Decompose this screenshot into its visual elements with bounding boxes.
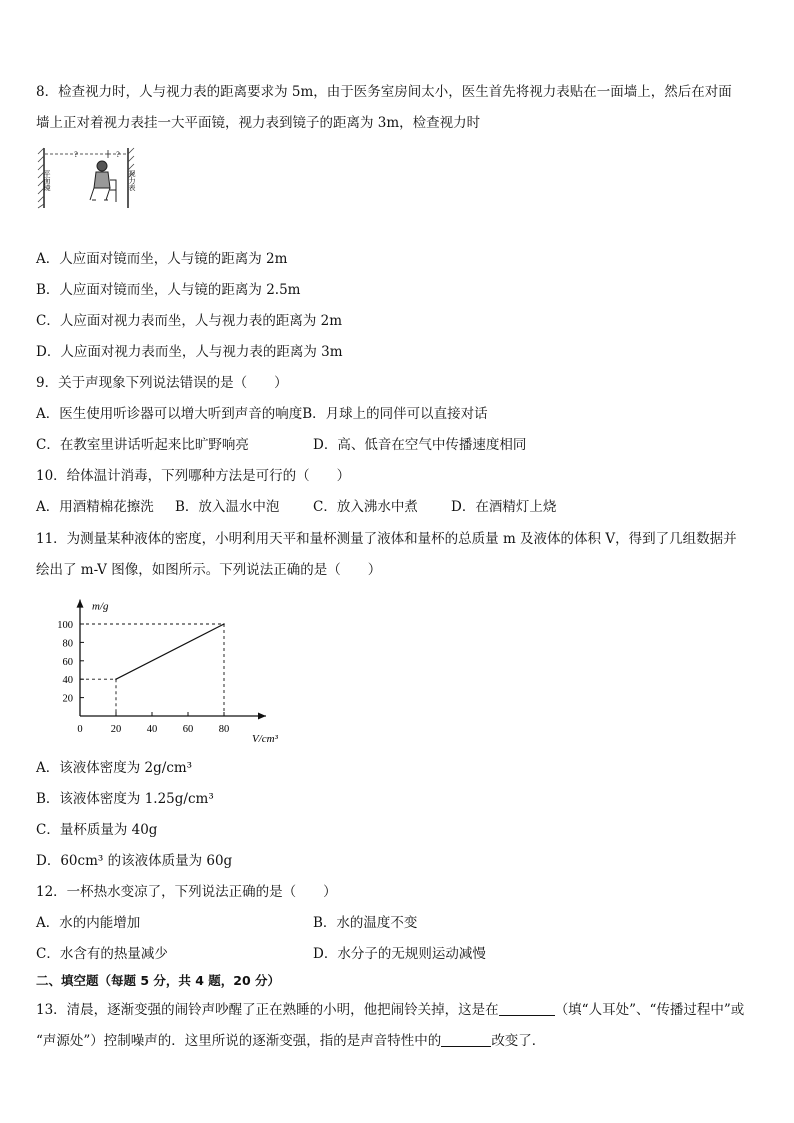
q11-stem-line2: 绘出了 m-V 图像，如图所示。下列说法正确的是（ ） xyxy=(36,562,382,578)
q11-option-c: C．量杯质量为 40g xyxy=(36,822,158,838)
q13-blank-2[interactable] xyxy=(441,1032,491,1047)
section-title: 二、填空题（每题 5 分，共 4 题，20 分） xyxy=(36,973,281,988)
x-tick-label: 20 xyxy=(110,724,122,735)
q9-options-row1 xyxy=(36,404,488,424)
q9-option-a: A．医生使用听诊器可以增大听到声音的响度 xyxy=(36,406,303,422)
q11-option-b: B．该液体密度为 1.25g/cm³ xyxy=(36,791,214,807)
q11-option-d: D．60cm³ 的该液体质量为 60g xyxy=(36,853,233,869)
q13-part3: “声源处”）控制噪声的．这里所说的逐渐变强，指的是声音特性中的 xyxy=(36,1033,442,1049)
q12-option-d: D．水分子的无规则运动减慢 xyxy=(313,946,486,962)
q10-option-a: A．用酒精棉花擦洗 xyxy=(36,499,154,515)
y-tick-label: 40 xyxy=(62,675,73,687)
q9-option-d: D．高、低音在空气中传播速度相同 xyxy=(313,437,527,453)
mv-chart xyxy=(40,592,310,752)
y-axis-arrow-icon xyxy=(77,600,84,608)
series-line xyxy=(116,624,224,679)
q13-line1 xyxy=(36,1000,744,1020)
q8-option-a: A．人应面对镜而坐，人与镜的距离为 2m xyxy=(36,251,288,267)
x-axis-arrow-icon xyxy=(258,713,266,720)
q12-option-a: A．水的内能增加 xyxy=(36,915,141,931)
x-tick-label: 60 xyxy=(182,724,194,735)
x-tick-label: 0 xyxy=(77,724,83,735)
q12-option-b: B．水的温度不变 xyxy=(313,915,418,931)
q11-stem-line1: 11．为测量某种液体的密度，小明利用天平和量杯测量了液体和量杯的总质量 m 及液体的体积 V，得到了几组数据并 xyxy=(36,531,737,547)
q13-part1: 13．清晨，逐渐变强的闹铃声吵醒了正在熟睡的小明，他把闹铃关掉，这是在 xyxy=(36,1002,499,1018)
q8-gap-mark-2: ? xyxy=(116,150,120,159)
q10-stem: 10．给体温计消毒，下列哪种方法是可行的（ ） xyxy=(36,468,351,484)
x-tick-label: 40 xyxy=(146,724,158,735)
q8-option-b: B．人应面对镜而坐，人与镜的距离为 2.5m xyxy=(36,282,301,298)
y-axis-label: m/g xyxy=(92,600,109,613)
q12-option-c: C．水含有的热量减少 xyxy=(36,946,168,962)
q8-option-d: D．人应面对视力表而坐，人与视力表的距离为 3m xyxy=(36,344,343,360)
q10-option-c: C．放入沸水中煮 xyxy=(313,499,418,515)
q11-option-a: A．该液体密度为 2g/cm³ xyxy=(36,760,193,776)
seated-person-icon xyxy=(90,161,116,202)
x-axis-label: V/cm³ xyxy=(252,733,278,745)
q13-part2: （填“人耳处”、“传播过程中”或 xyxy=(554,1002,745,1018)
q12-stem: 12．一杯热水变凉了，下列说法正确的是（ ） xyxy=(36,884,337,900)
q10-option-b: B．放入温水中泡 xyxy=(175,499,280,515)
q9-option-c: C．在教室里讲话听起来比旷野响亮 xyxy=(36,437,249,453)
data-point xyxy=(223,623,225,625)
q8-gap-mark-1: ? xyxy=(74,150,78,159)
y-tick-label: 60 xyxy=(62,656,73,668)
data-point xyxy=(115,678,117,680)
q8-mirror-label: 平面镜 xyxy=(43,170,51,191)
y-tick-label: 20 xyxy=(62,693,73,705)
q13-part4: 改变了． xyxy=(491,1033,546,1049)
q8-stem-line1: 8．检查视力时，人与视力表的距离要求为 5m，由于医务室房间太小，医生首先将视力表贴在一面墙上，然后在对面 xyxy=(36,84,732,100)
q8-figure xyxy=(36,146,166,210)
q8-chart-label: 视力表 xyxy=(128,170,136,191)
y-tick-label: 80 xyxy=(62,638,73,650)
q13-line2 xyxy=(36,1031,545,1051)
q13-blank-1[interactable] xyxy=(499,1001,555,1016)
q9-stem: 9．关于声现象下列说法错误的是（ ） xyxy=(36,375,288,391)
q8-stem-line2: 墙上正对着视力表挂一大平面镜，视力表到镜子的距离为 3m，检查视力时 xyxy=(36,115,481,131)
q8-option-c: C．人应面对视力表而坐，人与视力表的距离为 2m xyxy=(36,313,343,329)
q9-option-b: B．月球上的同伴可以直接对话 xyxy=(302,406,488,422)
q10-option-d: D．在酒精灯上烧 xyxy=(451,499,557,515)
y-tick-label: 100 xyxy=(57,620,73,631)
x-tick-label: 80 xyxy=(218,724,230,735)
